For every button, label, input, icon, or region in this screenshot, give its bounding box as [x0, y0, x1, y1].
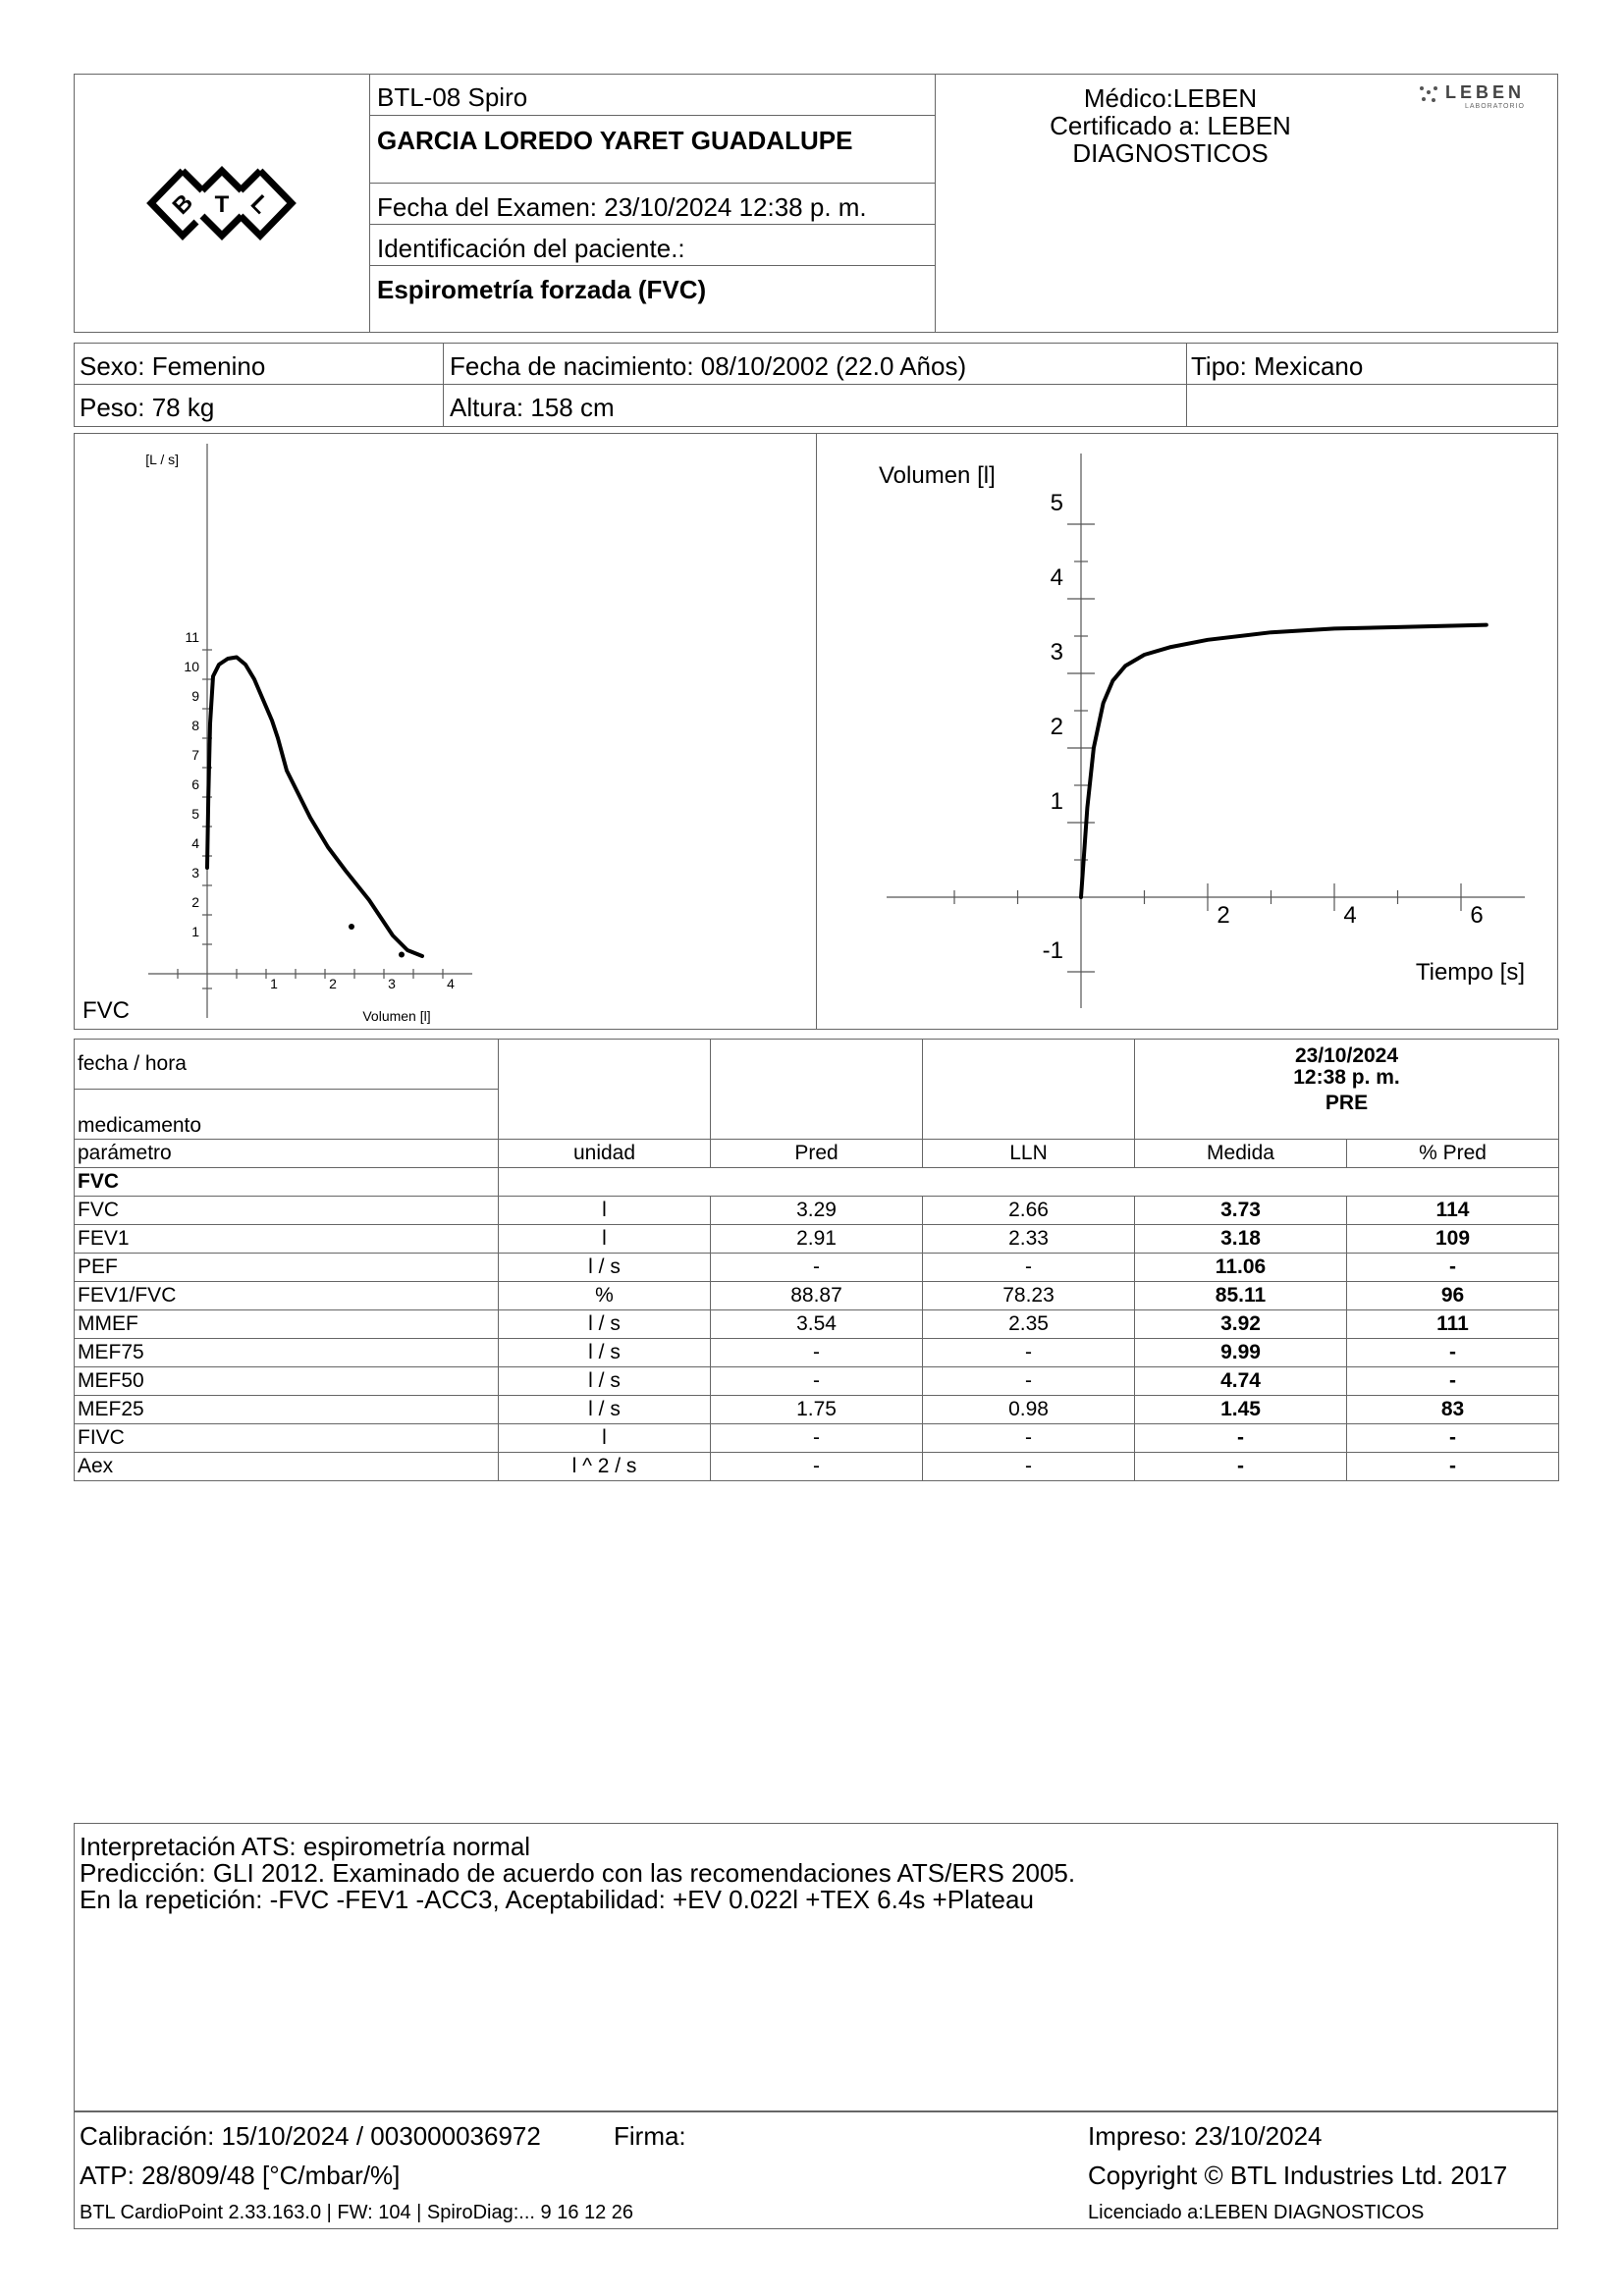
- session-time: 12:38 p. m.: [1293, 1066, 1400, 1089]
- btl-logo: [145, 165, 298, 241]
- param-unit: l / s: [499, 1254, 711, 1282]
- pred-value: -: [711, 1367, 923, 1396]
- col-header: LLN: [923, 1140, 1135, 1168]
- leben-logo-text: LEBEN: [1445, 82, 1526, 102]
- pred-value: 1.75: [711, 1396, 923, 1424]
- certified-line2: DIAGNOSTICOS: [1072, 138, 1269, 168]
- x-tick-label: 4: [1343, 902, 1357, 929]
- param-name: MMEF: [75, 1310, 499, 1339]
- param-name: Aex: [75, 1453, 499, 1481]
- measured-value: 1.45: [1135, 1396, 1347, 1424]
- table-row: [75, 1339, 1559, 1367]
- pct-pred-value: 109: [1347, 1225, 1559, 1254]
- interpretation-line1: Interpretación ATS: espirometría normal: [80, 1832, 531, 1861]
- y-tick-label: 1: [1050, 788, 1063, 815]
- weight: Peso: 78 kg: [80, 393, 215, 422]
- lln-value: 78.23: [923, 1282, 1135, 1310]
- table-row: [75, 1367, 1559, 1396]
- pct-pred-value: 83: [1347, 1396, 1559, 1424]
- table-row: [75, 1310, 1559, 1339]
- marker-point: [349, 924, 354, 930]
- measured-value: -: [1135, 1424, 1347, 1453]
- height: Altura: 158 cm: [450, 393, 615, 422]
- lln-value: -: [923, 1453, 1135, 1481]
- param-unit: l / s: [499, 1396, 711, 1424]
- fecha-label: fecha / hora: [75, 1040, 499, 1090]
- results-table: [74, 1039, 1559, 1481]
- volume-time-curve: [1081, 625, 1487, 897]
- pred-value: -: [711, 1453, 923, 1481]
- y-axis-unit: [L / s]: [145, 452, 179, 467]
- param-unit: l / s: [499, 1310, 711, 1339]
- y-tick-label: 10: [184, 659, 199, 674]
- y-tick-label: 1: [191, 924, 199, 939]
- x-tick-label: 2: [1217, 902, 1230, 929]
- atp: ATP: 28/809/48 [°C/mbar/%]: [80, 2161, 401, 2190]
- volume-time-chart: [818, 434, 1557, 1029]
- birth-date: Fecha de nacimiento: 08/10/2002 (22.0 Años): [450, 351, 967, 381]
- param-name: FIVC: [75, 1424, 499, 1453]
- lln-value: 2.33: [923, 1225, 1135, 1254]
- group-label: FVC: [75, 1168, 499, 1197]
- interpretation-line3: En la repetición: -FVC -FEV1 -ACC3, Aceptabilidad: +EV 0.022l +TEX 6.4s +Plateau: [80, 1885, 1034, 1914]
- param-unit: %: [499, 1282, 711, 1310]
- table-row: [75, 1254, 1559, 1282]
- pct-pred-value: -: [1347, 1367, 1559, 1396]
- exam-date: Fecha del Examen: 23/10/2024 12:38 p. m.: [377, 192, 867, 222]
- medicamento-label: medicamento: [75, 1090, 499, 1140]
- table-row: [75, 1396, 1559, 1424]
- param-name: MEF25: [75, 1396, 499, 1424]
- y-tick-label: 3: [191, 865, 199, 881]
- x-tick-label: 4: [447, 976, 455, 991]
- y-tick-label: 4: [1050, 564, 1063, 591]
- copyright: Copyright © BTL Industries Ltd. 2017: [1088, 2161, 1508, 2190]
- leben-mark-icon: [1418, 84, 1439, 106]
- patient-name: GARCIA LOREDO YARET GUADALUPE: [377, 126, 853, 155]
- param-unit: l: [499, 1225, 711, 1254]
- measured-value: 4.74: [1135, 1367, 1347, 1396]
- licensed-to: Licenciado a:LEBEN DIAGNOSTICOS: [1088, 2202, 1425, 2223]
- y-tick-label: 2: [1050, 714, 1063, 740]
- flow-volume-chart: [75, 434, 815, 1029]
- printed-date: Impreso: 23/10/2024: [1088, 2121, 1323, 2151]
- x-axis-label: Volumen [l]: [362, 1008, 431, 1024]
- pred-value: -: [711, 1424, 923, 1453]
- pct-pred-value: -: [1347, 1453, 1559, 1481]
- col-header: Pred: [711, 1140, 923, 1168]
- session-header: [1135, 1040, 1559, 1140]
- pct-pred-value: -: [1347, 1339, 1559, 1367]
- table-row: [75, 1282, 1559, 1310]
- pct-pred-value: -: [1347, 1254, 1559, 1282]
- pct-pred-value: 114: [1347, 1197, 1559, 1225]
- param-name: FEV1: [75, 1225, 499, 1254]
- x-axis-label: Tiempo [s]: [1415, 959, 1525, 986]
- pred-value: 2.91: [711, 1225, 923, 1254]
- measured-value: 11.06: [1135, 1254, 1347, 1282]
- param-unit: l ^ 2 / s: [499, 1453, 711, 1481]
- measured-value: -: [1135, 1453, 1347, 1481]
- lln-value: -: [923, 1367, 1135, 1396]
- param-name: FEV1/FVC: [75, 1282, 499, 1310]
- software-version: BTL CardioPoint 2.33.163.0 | FW: 104 | SpiroDiag:... 9 16 12 26: [80, 2202, 634, 2223]
- pred-value: 3.29: [711, 1197, 923, 1225]
- col-header: parámetro: [75, 1140, 499, 1168]
- measured-value: 3.18: [1135, 1225, 1347, 1254]
- y-tick-label: 9: [191, 688, 199, 704]
- measured-value: 3.73: [1135, 1197, 1347, 1225]
- y-tick-label: 3: [1050, 639, 1063, 666]
- test-type: Espirometría forzada (FVC): [377, 275, 707, 304]
- pct-pred-value: 111: [1347, 1310, 1559, 1339]
- pred-value: 88.87: [711, 1282, 923, 1310]
- lln-value: 2.66: [923, 1197, 1135, 1225]
- y-tick-label: 6: [191, 776, 199, 792]
- param-name: FVC: [75, 1197, 499, 1225]
- interpretation-line2: Predicción: GLI 2012. Examinado de acuerdo con las recomendaciones ATS/ERS 2005.: [80, 1858, 1076, 1888]
- y-axis-label: Volumen [l]: [879, 462, 996, 489]
- y-tick-label: 5: [191, 806, 199, 822]
- param-unit: l / s: [499, 1367, 711, 1396]
- param-unit: l / s: [499, 1339, 711, 1367]
- measured-value: 3.92: [1135, 1310, 1347, 1339]
- lln-value: -: [923, 1424, 1135, 1453]
- session-phase: PRE: [1325, 1092, 1369, 1114]
- y-tick-label: 4: [191, 835, 199, 851]
- lln-value: -: [923, 1339, 1135, 1367]
- certified-line1: Certificado a: LEBEN: [1050, 111, 1291, 140]
- col-header: unidad: [499, 1140, 711, 1168]
- svg-text:T: T: [214, 191, 230, 218]
- column-headers: [75, 1140, 1559, 1168]
- col-header: % Pred: [1347, 1140, 1559, 1168]
- y-tick-label: 5: [1050, 490, 1063, 516]
- marker-point: [399, 952, 405, 958]
- table-row: [75, 1453, 1559, 1481]
- pred-value: -: [711, 1254, 923, 1282]
- lln-value: -: [923, 1254, 1135, 1282]
- table-row: [75, 1424, 1559, 1453]
- measured-value: 9.99: [1135, 1339, 1347, 1367]
- svg-text:B: B: [167, 188, 199, 221]
- table-row: [75, 1225, 1559, 1254]
- x-tick-label: 3: [388, 976, 396, 991]
- y-tick-label: 7: [191, 747, 199, 763]
- leben-logo-sub: LABORATORIO: [1465, 103, 1525, 110]
- param-name: MEF75: [75, 1339, 499, 1367]
- device-name: BTL-08 Spiro: [377, 82, 528, 112]
- ethnicity: Tipo: Mexicano: [1191, 351, 1364, 381]
- lln-value: 2.35: [923, 1310, 1135, 1339]
- flow-volume-curve: [207, 658, 422, 957]
- param-name: MEF50: [75, 1367, 499, 1396]
- col-header: Medida: [1135, 1140, 1347, 1168]
- y-tick-label: -1: [1042, 937, 1063, 964]
- y-tick-label: 2: [191, 894, 199, 910]
- sex: Sexo: Femenino: [80, 351, 266, 381]
- doctor: Médico:LEBEN: [1083, 83, 1258, 113]
- pred-value: 3.54: [711, 1310, 923, 1339]
- y-tick-label: 11: [185, 629, 199, 645]
- y-tick-label: 8: [191, 718, 199, 733]
- pred-value: -: [711, 1339, 923, 1367]
- svg-text:L: L: [244, 189, 275, 220]
- session-date: 23/10/2024: [1294, 1044, 1399, 1067]
- x-tick-label: 1: [270, 976, 278, 991]
- signature-label: Firma:: [614, 2121, 686, 2151]
- pct-pred-value: 96: [1347, 1282, 1559, 1310]
- x-tick-label: 2: [329, 976, 337, 991]
- x-tick-label: 6: [1470, 902, 1484, 929]
- pct-pred-value: -: [1347, 1424, 1559, 1453]
- patient-id-label: Identificación del paciente.:: [377, 234, 685, 263]
- calibration: Calibración: 15/10/2024 / 003000036972: [80, 2121, 541, 2151]
- measured-value: 85.11: [1135, 1282, 1347, 1310]
- param-name: PEF: [75, 1254, 499, 1282]
- table-row: [75, 1197, 1559, 1225]
- param-unit: l: [499, 1424, 711, 1453]
- param-unit: l: [499, 1197, 711, 1225]
- fvc-label: FVC: [82, 997, 130, 1024]
- leben-logo: [1414, 80, 1551, 114]
- lln-value: 0.98: [923, 1396, 1135, 1424]
